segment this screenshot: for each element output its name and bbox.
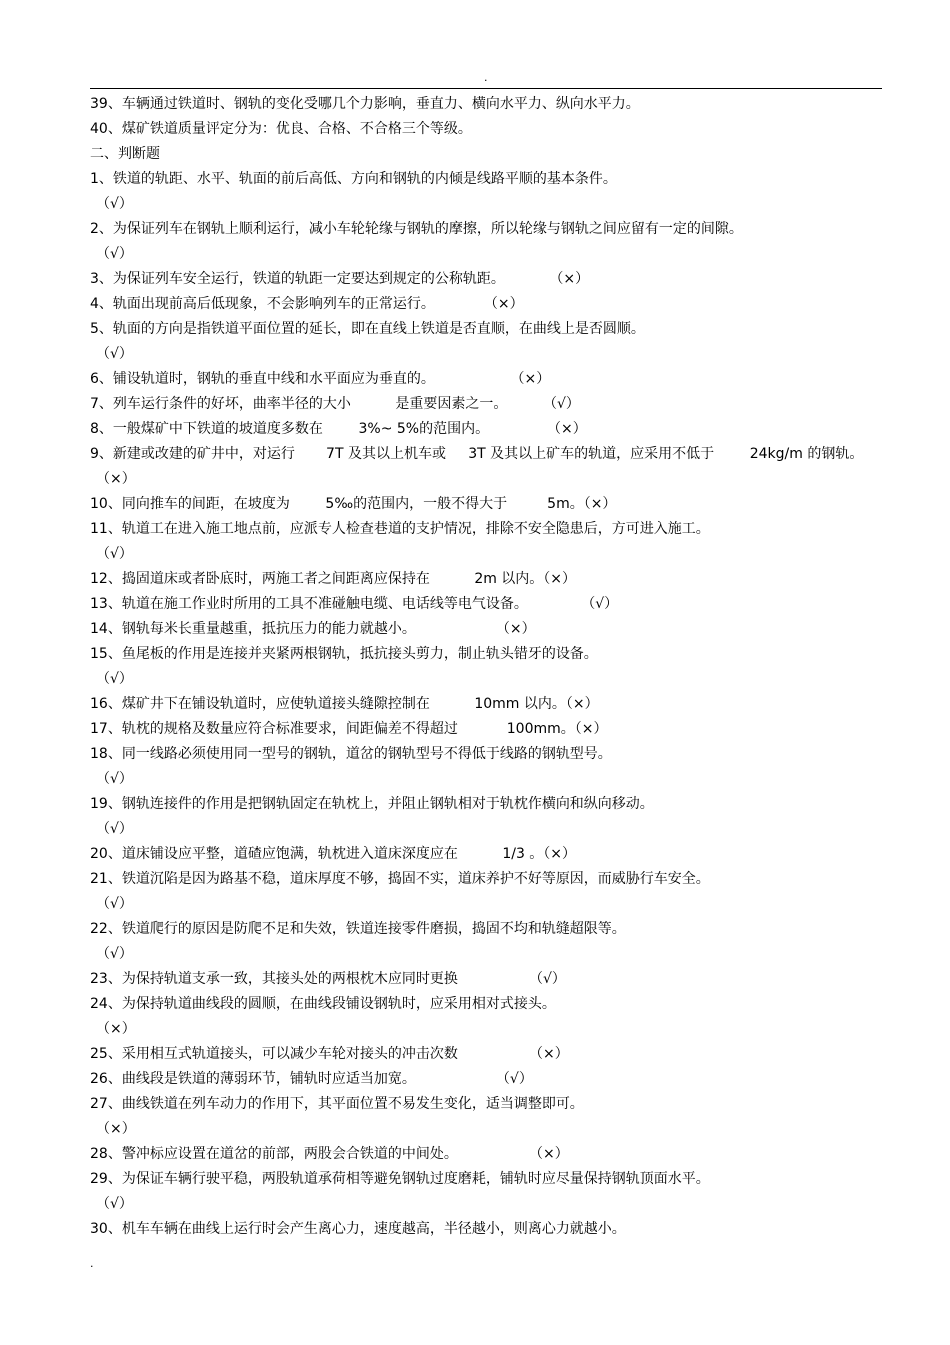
text-line: （×） [96,1121,136,1137]
text-line: （√） [96,346,133,362]
text-line: （√） [96,946,133,962]
text-line: 8、一般煤矿中下铁道的坡道度多数在 3%~ 5%的范围内。 （×） [90,421,587,437]
text-line: 6、铺设轨道时，钢轨的垂直中线和水平面应为垂直的。 （×） [90,371,551,387]
top-marker: . [484,71,488,84]
text-line: （√） [96,1196,133,1212]
text-line: （√） [96,546,133,562]
text-line: 40、煤矿铁道质量评定分为：优良、合格、不合格三个等级。 [90,121,472,137]
text-line: 18、同一线路必须使用同一型号的钢轨，道岔的钢轨型号不得低于线路的钢轨型号。 [90,746,612,762]
text-line: 39、车辆通过铁道时、钢轨的变化受哪几个力影响，垂直力、横向水平力、纵向水平力。 [90,96,640,112]
text-line: （√） [96,896,133,912]
text-line: 1、铁道的轨距、水平、轨面的前后高低、方向和钢轨的内倾是线路平顺的基本条件。 [90,171,617,187]
text-line: （√） [96,196,133,212]
text-line: 29、为保证车辆行驶平稳，两股轨道承荷相等避免钢轨过度磨耗，铺轨时应尽量保持钢轨顶面水平。 [90,1171,710,1187]
text-line: 15、鱼尾板的作用是连接并夹紧两根钢轨，抵抗接头剪力，制止轨头错牙的设备。 [90,646,598,662]
text-line: 二、判断题 [90,146,160,162]
text-line: （√） [96,671,133,687]
text-line: 11、轨道工在进入施工地点前，应派专人检查巷道的支护情况，排除不安全隐患后，方可进入施工。 [90,521,710,537]
text-line: 22、铁道爬行的原因是防爬不足和失效，铁道连接零件磨损，捣固不均和轨缝超限等。 [90,921,626,937]
text-line: （√） [96,821,133,837]
text-line: （×） [96,471,136,487]
text-line: （√） [96,771,133,787]
text-line: 30、机车车辆在曲线上运行时会产生离心力，速度越高，半径越小，则离心力就越小。 [90,1221,626,1237]
text-line: 3、为保证列车安全运行，铁道的轨距一定要达到规定的公称轨距。 （×） [90,271,590,287]
text-line: 4、轨面出现前高后低现象，不会影响列车的正常运行。 （×） [90,296,524,312]
text-line: （×） [96,1021,136,1037]
text-line: 25、采用相互式轨道接头，可以减少车轮对接头的冲击次数 （×） [90,1046,569,1062]
text-line: 7、列车运行条件的好坏，曲率半径的大小 是重要因素之一。 （√） [90,396,580,412]
text-line: 17、轨枕的规格及数量应符合标准要求，间距偏差不得超过 100mm。（×） [90,721,608,737]
text-line: 9、新建或改建的矿井中，对运行 7T 及其以上机车或 3T 及其以上矿车的轨道，应采用不低于 24kg/m 的钢轨。 [90,446,864,462]
text-line: （√） [96,246,133,262]
text-line: 12、捣固道床或者卧底时，两施工者之间距离应保持在 2m 以内。（×） [90,571,577,587]
text-line: 28、警冲标应设置在道岔的前部，两股会合铁道的中间处。 （×） [90,1146,569,1162]
text-line: 14、钢轨每米长重量越重，抵抗压力的能力就越小。 （×） [90,621,536,637]
text-line: 24、为保持轨道曲线段的圆顺，在曲线段铺设钢轨时，应采用相对式接头。 [90,996,556,1012]
text-line: 27、曲线铁道在列车动力的作用下，其平面位置不易发生变化，适当调整即可。 [90,1096,584,1112]
document-body [90,92,890,1242]
text-line: 2、为保证列车在钢轨上顺利运行，减小车轮轮缘与钢轨的摩擦，所以轮缘与钢轨之间应留有一定的间隙。 [90,221,743,237]
text-line: 5、轨面的方向是指铁道平面位置的延长，即在直线上铁道是否直顺，在曲线上是否圆顺。 [90,321,645,337]
text-line: 26、曲线段是铁道的薄弱环节，铺轨时应适当加宽。 （√） [90,1071,533,1087]
header-rule [90,88,882,89]
text-line: 23、为保持轨道支承一致，其接头处的两根枕木应同时更换 （√） [90,971,566,987]
text-line: 19、钢轨连接件的作用是把钢轨固定在轨枕上，并阻止钢轨相对于轨枕作横向和纵向移动。 [90,796,654,812]
text-line: 10、同向推车的间距，在坡度为 5‰的范围内，一般不得大于 5m。（×） [90,496,617,512]
text-line: 13、轨道在施工作业时所用的工具不准碰触电缆、电话线等电气设备。 （√） [90,596,619,612]
text-line: 16、煤矿井下在铺设轨道时，应使轨道接头缝隙控制在 10mm 以内。（×） [90,696,599,712]
text-line: 20、道床铺设应平整，道碴应饱满，轨枕进入道床深度应在 1/3 。（×） [90,846,577,862]
text-line: 21、铁道沉陷是因为路基不稳，道床厚度不够，捣固不实，道床养护不好等原因，而威胁行车安全。 [90,871,710,887]
bottom-marker: . [90,1257,94,1270]
